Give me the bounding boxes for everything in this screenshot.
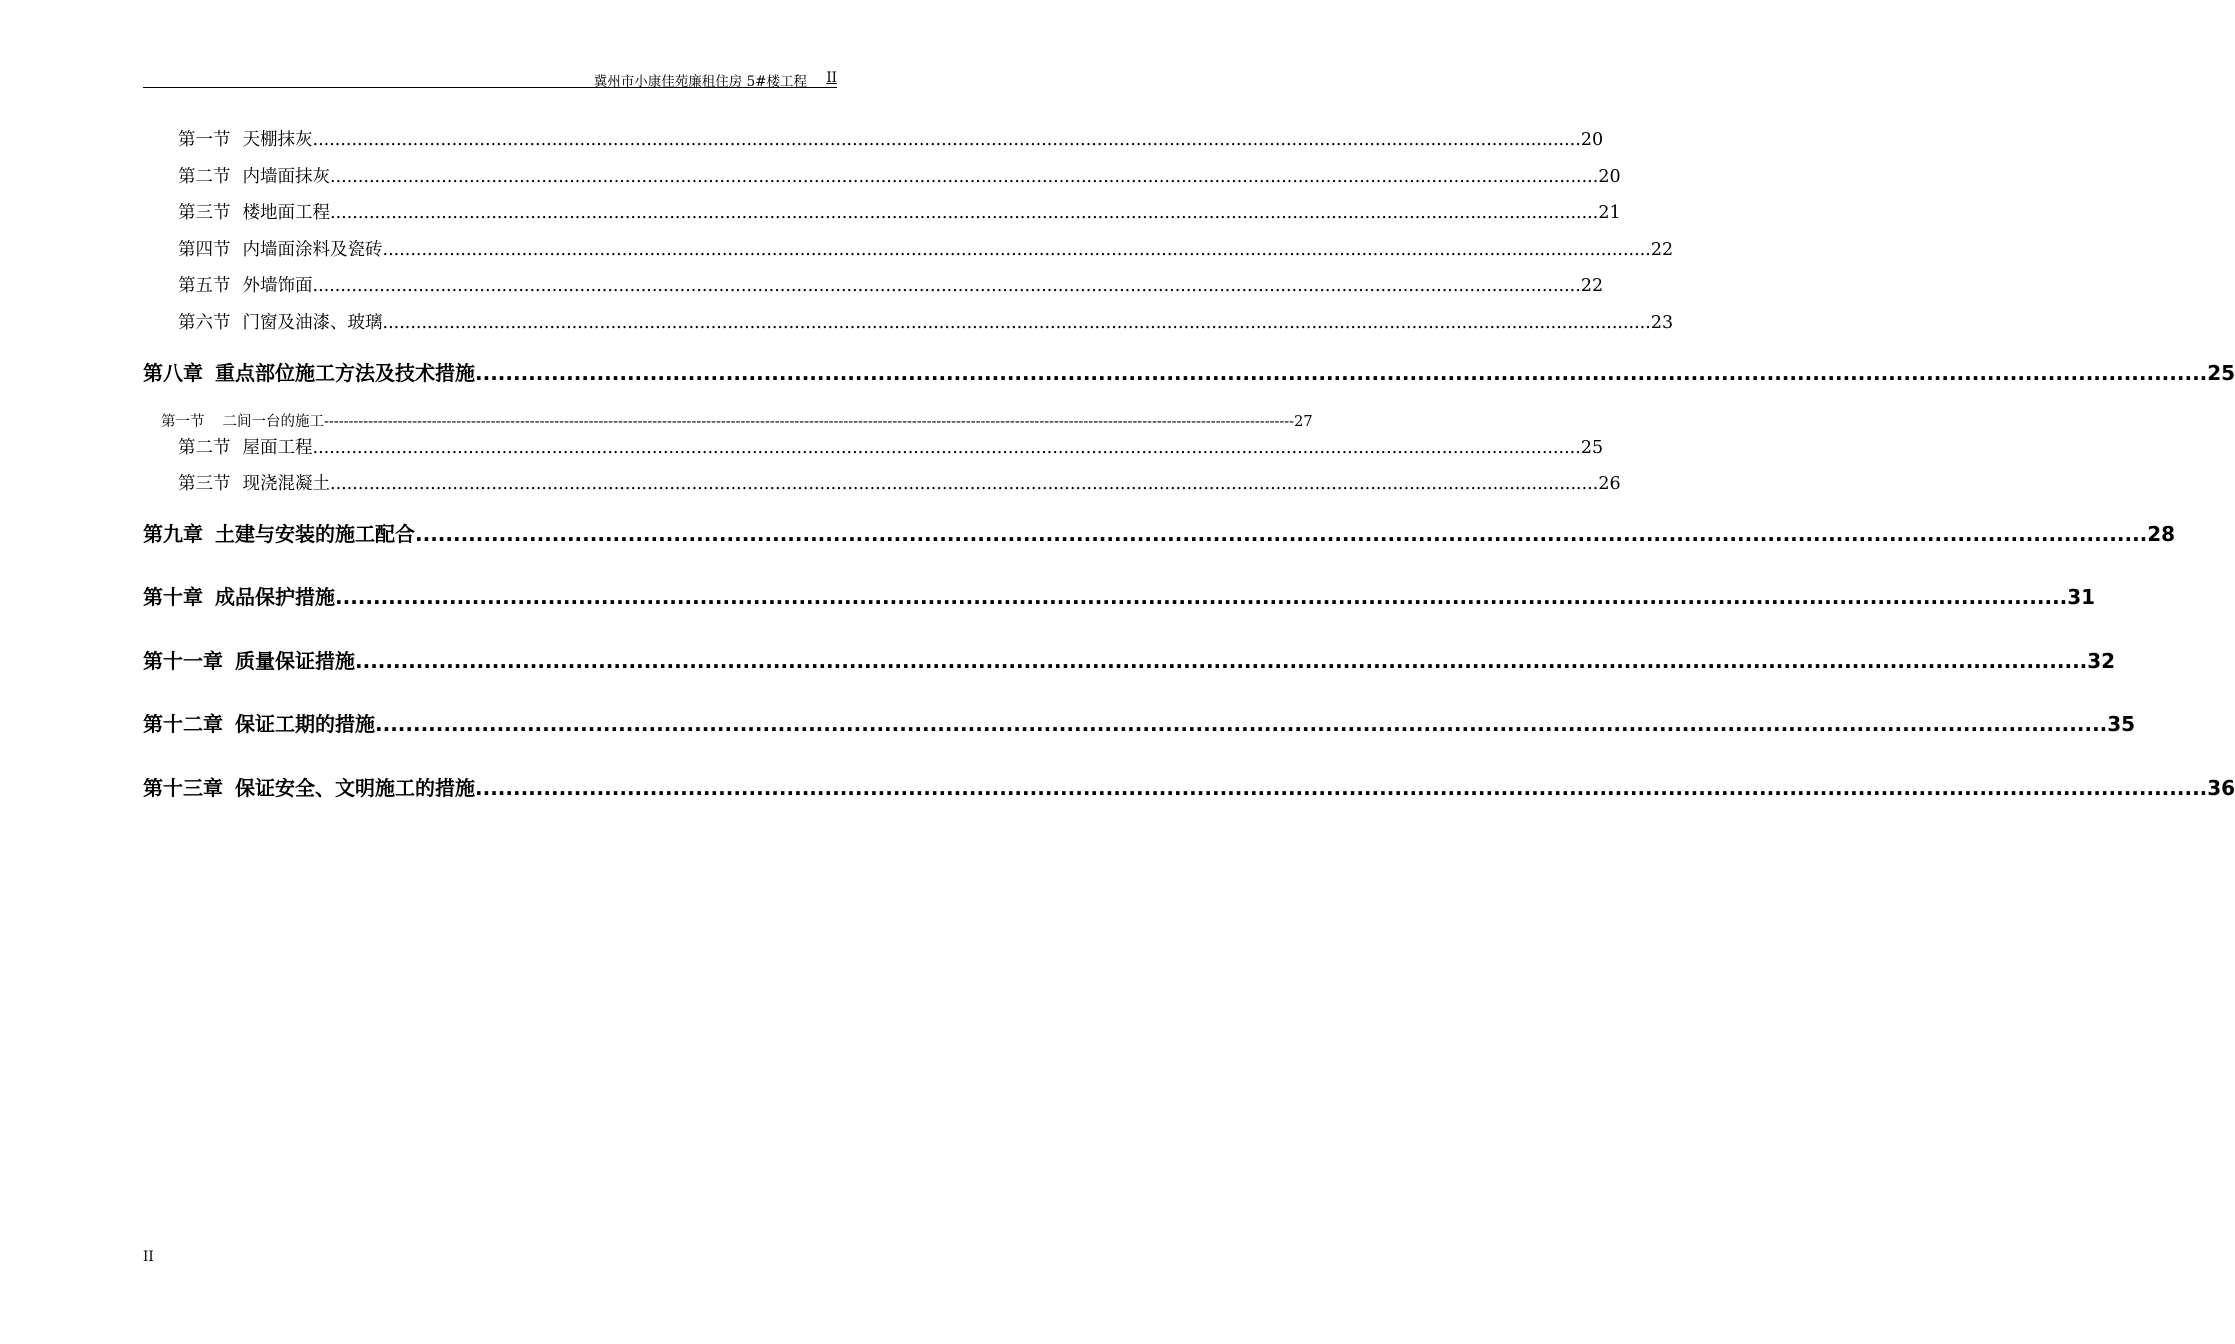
entry-number: 第五节 bbox=[178, 276, 231, 296]
toc-entry-section[interactable] bbox=[178, 236, 1674, 261]
entry-page: 21 bbox=[1598, 203, 1621, 223]
dot-leader: .................................................................................................................................................................................................................................... bbox=[330, 203, 1599, 223]
dot-leader: .................................................................................................................................................................................................................................... bbox=[330, 167, 1599, 187]
entry-title: 天棚抹灰 bbox=[242, 130, 313, 150]
dot-leader: .................................................................................................................................................................................................................................... bbox=[375, 712, 2108, 736]
entry-page: 22 bbox=[1650, 240, 1674, 260]
entry-page: 31 bbox=[2067, 585, 2096, 609]
toc-entry-section[interactable] bbox=[178, 126, 1604, 151]
toc-entry-chapter[interactable] bbox=[143, 518, 2176, 547]
toc-entry-chapter[interactable] bbox=[143, 357, 2235, 386]
entry-title: 屋面工程 bbox=[242, 438, 313, 458]
entry-title: 楼地面工程 bbox=[242, 203, 330, 223]
entry-number: 第十三章 bbox=[143, 776, 223, 800]
entry-page: 25 bbox=[2207, 361, 2235, 385]
dot-leader: .................................................................................................................................................................................................................................... bbox=[382, 313, 1651, 333]
dot-leader: .................................................................................................................................................................................................................................... bbox=[330, 474, 1599, 494]
dot-leader: .................................................................................................................................................................................................................................... bbox=[415, 522, 2148, 546]
entry-title: 外墙饰面 bbox=[242, 276, 313, 296]
dot-leader: .................................................................................................................................................................................................................................... bbox=[335, 585, 2068, 609]
entry-page: 27 bbox=[1294, 414, 1313, 430]
toc-entry-chapter[interactable] bbox=[143, 772, 2235, 801]
toc-entry-chapter[interactable] bbox=[143, 645, 2116, 674]
header-title: 冀州市小康佳苑廉租住房 5#楼工程 bbox=[593, 74, 807, 90]
toc-entry-chapter[interactable] bbox=[143, 581, 2096, 610]
entry-page: 26 bbox=[1598, 474, 1621, 494]
entry-number: 第一节 bbox=[178, 130, 231, 150]
toc-entry-section[interactable] bbox=[178, 272, 1604, 297]
entry-page: 20 bbox=[1580, 130, 1604, 150]
entry-title: 成品保护措施 bbox=[215, 585, 335, 609]
entry-title: 土建与安装的施工配合 bbox=[215, 522, 415, 546]
entry-number: 第十二章 bbox=[143, 712, 223, 736]
entry-page: 22 bbox=[1580, 276, 1604, 296]
toc-entry-section[interactable] bbox=[178, 470, 1621, 495]
toc-entry-section[interactable] bbox=[178, 434, 1604, 459]
header-page-number: II bbox=[826, 70, 837, 86]
dot-leader: .................................................................................................................................................................................................................................... bbox=[312, 276, 1581, 296]
entry-number: 第八章 bbox=[143, 361, 203, 385]
dash-leader: ------------------------------------------------------------------------------------------------------------------------------------------------------------------------------------------------------ bbox=[324, 414, 1295, 430]
footer-page-number: II bbox=[143, 1249, 154, 1265]
entry-page: 20 bbox=[1598, 167, 1621, 187]
dot-leader: .................................................................................................................................................................................................................................... bbox=[382, 240, 1651, 260]
entry-title: 二间一台的施工 bbox=[222, 414, 324, 430]
entry-page: 32 bbox=[2087, 649, 2116, 673]
entry-title: 现浇混凝土 bbox=[242, 474, 330, 494]
dot-leader: .................................................................................................................................................................................................................................... bbox=[475, 776, 2208, 800]
entry-number: 第三节 bbox=[178, 474, 231, 494]
entry-number: 第三节 bbox=[178, 203, 231, 223]
toc-entry-section[interactable] bbox=[178, 163, 1621, 188]
dot-leader: .................................................................................................................................................................................................................................... bbox=[475, 361, 2208, 385]
entry-title: 重点部位施工方法及技术措施 bbox=[215, 361, 475, 385]
toc-entry-section[interactable] bbox=[178, 199, 1621, 224]
entry-title: 内墙面涂料及瓷砖 bbox=[242, 240, 383, 260]
entry-title: 内墙面抹灰 bbox=[242, 167, 330, 187]
entry-page: 28 bbox=[2147, 522, 2176, 546]
entry-title: 保证工期的措施 bbox=[235, 712, 375, 736]
dot-leader: .................................................................................................................................................................................................................................... bbox=[312, 438, 1581, 458]
toc-entry-section[interactable] bbox=[178, 309, 1674, 334]
entry-page: 35 bbox=[2107, 712, 2136, 736]
entry-number: 第九章 bbox=[143, 522, 203, 546]
dot-leader: .................................................................................................................................................................................................................................... bbox=[312, 130, 1581, 150]
entry-title: 质量保证措施 bbox=[235, 649, 355, 673]
page-header bbox=[143, 64, 837, 88]
entry-number: 第十章 bbox=[143, 585, 203, 609]
entry-number: 第一节 bbox=[161, 414, 205, 430]
entry-page: 25 bbox=[1580, 438, 1604, 458]
entry-number: 第二节 bbox=[178, 438, 231, 458]
entry-number: 第二节 bbox=[178, 167, 231, 187]
entry-number: 第十一章 bbox=[143, 649, 223, 673]
entry-title: 保证安全、文明施工的措施 bbox=[235, 776, 475, 800]
entry-title: 门窗及油漆、玻璃 bbox=[242, 313, 383, 333]
toc-entry-chapter[interactable] bbox=[143, 708, 2136, 737]
entry-number: 第六节 bbox=[178, 313, 231, 333]
dot-leader: .................................................................................................................................................................................................................................... bbox=[355, 649, 2088, 673]
entry-page: 23 bbox=[1650, 313, 1674, 333]
entry-number: 第四节 bbox=[178, 240, 231, 260]
toc-entry-section-dashed[interactable] bbox=[161, 410, 1313, 431]
entry-page: 36 bbox=[2207, 776, 2235, 800]
